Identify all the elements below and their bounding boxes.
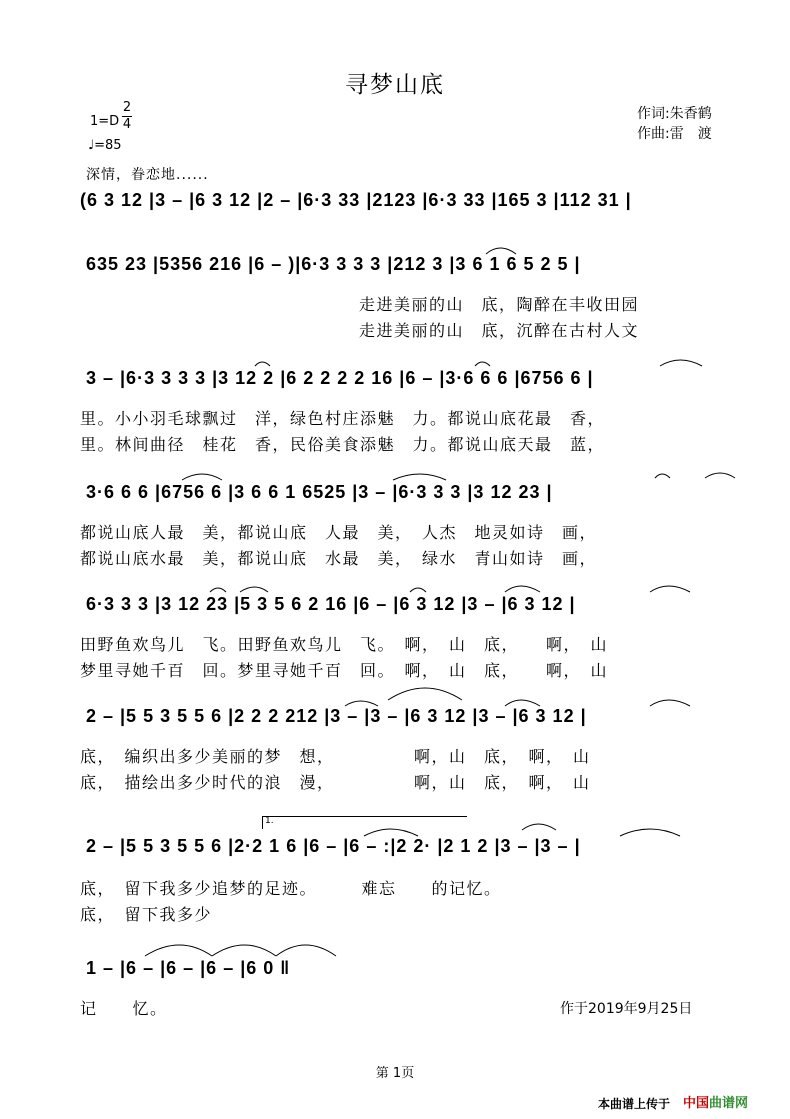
lyrics-system-2-verse-2: 走进美丽的山 底，沉醉在古村人文	[359, 321, 640, 340]
slur-arc	[393, 474, 446, 480]
slur-arc	[255, 362, 270, 366]
lyrics-system-8-verse-1: 记 忆。	[80, 999, 168, 1018]
lyricist-credit: 作词:朱香鹤	[637, 106, 712, 122]
lyrics-system-3-verse-1: 里。小小羽毛球飘过 洋，绿色村庄添魅 力。都说山底花最 香，	[80, 409, 606, 428]
slur-arc	[505, 700, 540, 706]
lyrics-system-6-verse-1: 底， 编织出多少美丽的梦 想， 啊，山 底， 啊， 山	[80, 747, 591, 766]
tempo-marking: ♩=85	[88, 138, 122, 153]
time-signature-bottom: 4	[122, 117, 132, 132]
slur-arc	[364, 829, 418, 836]
score-system-7: 2 – |5 5 3 5 5 6 |2·2 1 6 |6 – |6 – :|2 2· |2 1 2 |3 – |3 – |	[86, 836, 581, 856]
slur-arc	[145, 945, 212, 956]
site-logo[interactable]	[683, 1092, 748, 1111]
slur-arc	[345, 701, 378, 706]
slur-arc	[388, 688, 462, 700]
slur-arc	[650, 586, 690, 592]
slur-arc	[240, 587, 268, 592]
score-system-2: 635 23 |5356 216 |6 – )|6·3 3 3 3 |212 3 |3 6 1 6 5 2 5 |	[86, 254, 581, 274]
first-ending-label: 1.	[265, 816, 274, 826]
slur-arc	[705, 473, 735, 478]
score-system-1: (6 3 12 |3 – |6 3 12 |2 – |6·3 33 |2123 |6·3 33 |165 3 |112 31 |	[80, 190, 632, 210]
slur-arc	[486, 248, 516, 254]
score-system-6: 2 – |5 5 3 5 5 6 |2 2 2 212 |3 – |3 – |6 3 12 |3 – |6 3 12 |	[86, 706, 587, 726]
lyrics-system-4-verse-1: 都说山底人最 美，都说山底 人最 美， 人杰 地灵如诗 画，	[80, 523, 598, 542]
page-number: 第 1页	[375, 1066, 415, 1081]
slur-arc	[620, 829, 680, 836]
slur-arc	[410, 588, 426, 592]
score-system-5: 6·3 3 3 |3 12 23 |5 3 5 6 2 16 |6 – |6 3 12 |3 – |6 3 12 |	[86, 594, 576, 614]
slur-arc	[505, 586, 540, 592]
expression-marking: 深情，眷恋地......	[86, 167, 209, 183]
slur-arc	[660, 360, 702, 366]
slur-arc	[210, 588, 226, 592]
key-signature: 1=D	[90, 114, 120, 129]
slur-arc	[655, 474, 670, 478]
lyrics-system-5-verse-2: 梦里寻她千百 回。梦里寻她千百 回。 啊， 山 底， 啊， 山	[80, 661, 609, 680]
score-system-8: 1 – |6 – |6 – |6 – |6 0 ‖	[86, 958, 291, 978]
time-signature-top: 2	[122, 100, 132, 115]
score-system-3: 3 – |6·3 3 3 3 |3 12 2 |6 2 2 2 2 16 |6 – |3·6 6 6 |6756 6 |	[86, 368, 594, 388]
lyrics-system-7-verse-1: 底， 留下我多少追梦的足迹。 难忘 的记忆。	[80, 879, 502, 898]
slur-arc	[522, 824, 556, 830]
lyrics-system-5-verse-1: 田野鱼欢鸟儿 飞。田野鱼欢鸟儿 飞。 啊， 山 底， 啊， 山	[80, 635, 609, 654]
logo-text-part-2: 曲谱网	[709, 1096, 749, 1111]
lyrics-system-6-verse-2: 底， 描绘出多少时代的浪 漫， 啊，山 底， 啊， 山	[80, 773, 591, 792]
composer-credit: 作曲:雷 渡	[637, 126, 712, 142]
lyrics-system-3-verse-2: 里。林间曲径 桂花 香，民俗美食添魅 力。都说山底天最 蓝，	[80, 435, 606, 454]
upload-note: 本曲谱上传于	[598, 1097, 671, 1111]
slur-arc	[212, 945, 276, 956]
lyrics-system-4-verse-2: 都说山底水最 美，都说山底 水最 美， 绿水 青山如诗 画，	[80, 549, 598, 568]
score-system-4: 3·6 6 6 |6756 6 |3 6 6 1 6525 |3 – |6·3 3 3 |3 12 23 |	[86, 482, 553, 502]
slur-arc	[475, 362, 490, 366]
logo-text-part-1: 中国	[683, 1096, 710, 1111]
slur-arc	[182, 474, 222, 480]
slur-arc	[276, 945, 336, 956]
composition-date: 作于2019年9月25日	[560, 1001, 693, 1017]
song-title: 寻梦山底	[345, 72, 445, 98]
slur-arc	[650, 700, 690, 706]
lyrics-system-7-verse-2: 底， 留下我多少	[80, 905, 213, 924]
lyrics-system-2-verse-1: 走进美丽的山 底，陶醉在丰收田园	[359, 295, 640, 314]
